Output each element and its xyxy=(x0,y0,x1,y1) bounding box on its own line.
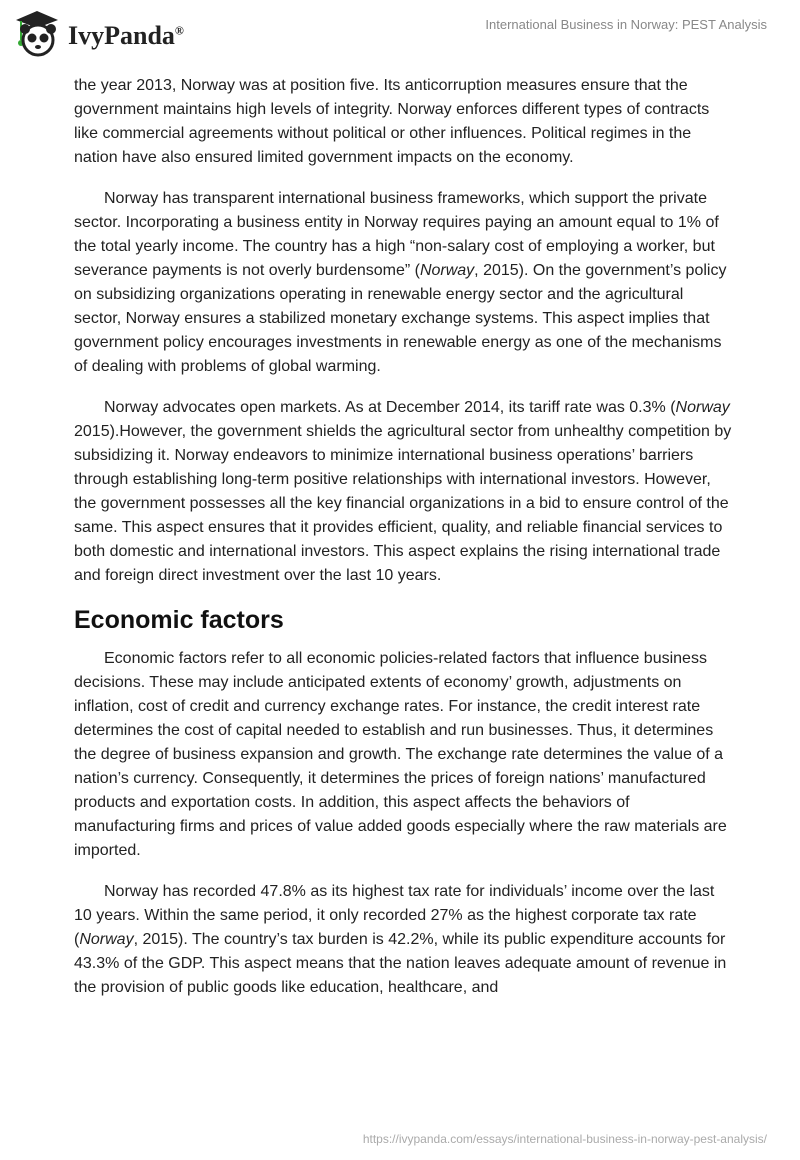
paragraph xyxy=(74,187,734,379)
paragraph-text: Norway has recorded 47.8% as its highest tax rate for individuals’ income over the last 10 years. Within the same period, it only recorded 27% as the highest corporate tax rate ( xyxy=(74,883,715,948)
paragraph xyxy=(74,74,734,170)
article-body xyxy=(74,74,734,1017)
paragraph-text: Economic factors refer to all economic policies-related factors that influence business decisions. These may include anticipated extents of economy’ growth, adjustments on inflation, cost of credit and currency exchange rates. For instance, the credit interest rate determines the cost of capital needed to establish and run businesses. Thus, it determines the degree of business expansion and growth. The exchange rate determines the value of a nation’s currency. Consequently, it determines the prices of foreign nations’ manufactured products and exportation costs. In addition, this aspect affects the behaviors of manufacturing firms and prices of value added goods especially where the raw materials are imported. xyxy=(74,650,727,859)
paragraph-text: the year 2013, Norway was at position five. Its anticorruption measures ensure that the government maintains high levels of integrity. Norway enforces different types of contracts like commercial agreements without political or other influences. Political regimes in the nation have also ensured limited government impacts on the economy. xyxy=(74,77,710,166)
document-title: International Business in Norway: PEST Analysis xyxy=(485,17,767,32)
citation-italic: Norway xyxy=(79,931,134,948)
paragraphs-political xyxy=(74,74,734,588)
paragraph-text: Norway has transparent international business frameworks, which support the private sector. Incorporating a business entity in Norway requires paying an amount equal to 1% of the total yearly income. The country has a high “non-salary cost of employing a worker, but severance payments is not overly burdensome” ( xyxy=(74,190,719,279)
panda-graduate-icon xyxy=(12,8,62,58)
source-url[interactable]: https://ivypanda.com/essays/international-business-in-norway-pest-analysis/ xyxy=(362,1132,767,1146)
paragraph-text: , 2015). The country’s tax burden is 42.2%, while its public expenditure accounts for 43.3% of the GDP. This aspect means that the nation leaves adequate amount of revenue in the provision of public goods like education, healthcare, and xyxy=(74,931,727,996)
ivypanda-logo[interactable] xyxy=(12,8,184,58)
paragraph xyxy=(74,647,734,863)
paragraph xyxy=(74,880,734,1000)
section-heading: Economic factors xyxy=(74,606,284,634)
citation-italic: Norway xyxy=(419,262,475,279)
paragraph-text: , 2015). On the government’s policy on subsidizing organizations operating in renewable energy sector and the agricultural sector, Norway ensures a stabilized monetary exchange systems. This aspect implies that government policy encourages investments in renewable energy as one of the mechanisms of dealing with problems of global warming. xyxy=(74,262,727,375)
paragraphs-economic xyxy=(74,647,734,1000)
paragraph-text: 2015).However, the government shields the agricultural sector from unhealthy competition by subsidizing it. Norway endeavors to minimize international business operations’ barriers through establishing long-term positive relationships with international investors. However, the government possesses all the key financial organizations in a bid to ensure control of the same. This aspect ensures that it provides efficient, quality, and reliable financial services to both domestic and international investors. This aspect explains the rising international trade and foreign direct investment over the last 10 years. xyxy=(74,423,732,584)
logo-text: IvyPanda® xyxy=(68,21,184,50)
paragraph xyxy=(74,396,734,588)
page-header xyxy=(0,0,800,62)
citation-italic: Norway xyxy=(675,399,730,416)
paragraph-text: Norway advocates open markets. As at December 2014, its tariff rate was 0.3% ( xyxy=(104,399,676,416)
